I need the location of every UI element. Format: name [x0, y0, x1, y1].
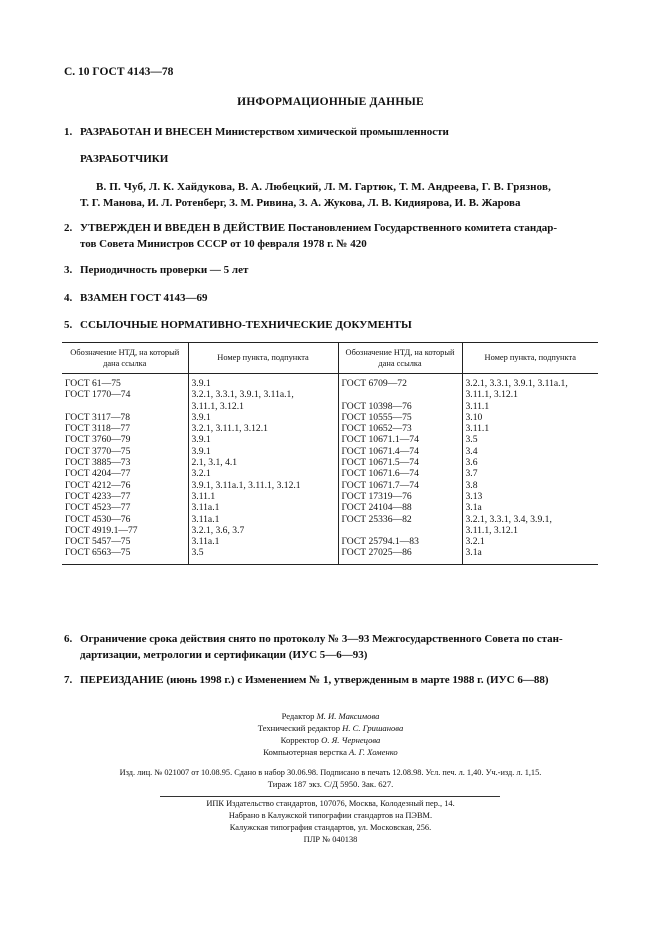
section-1-text: РАЗРАБОТАН И ВНЕСЕН Министерством химической промышленности [80, 126, 449, 138]
table-cell-line: ГОСТ 3885—73 [65, 457, 131, 469]
table-cell-line: ГОСТ 61—75 [65, 378, 121, 389]
table-cell-line: 3.2.1, 3.11.1, 3.12.1 [191, 423, 268, 435]
section-5 [64, 319, 412, 331]
table-cell-line: ГОСТ 24104—88 [341, 502, 412, 514]
table-cell-line: 3.2.1, 3.3.1, 3.4, 3.9.1, [465, 513, 552, 525]
table-cell-line: 3.11а.1 [191, 502, 220, 514]
table-cell-line: ГОСТ 4530—76 [65, 513, 131, 525]
page-title: ИНФОРМАЦИОННЫЕ ДАННЫЕ [237, 96, 424, 108]
section-7 [64, 674, 549, 686]
table-cell-line: 3.5 [191, 547, 204, 559]
tech-editor-role: Технический редактор [257, 723, 341, 733]
table-cell-line: ГОСТ 4204—77 [65, 468, 131, 480]
section-7-number: 7. [64, 674, 73, 686]
table-cell-line: ГОСТ 4233—77 [65, 490, 131, 502]
section-1 [64, 126, 449, 138]
table-cell-line: 3.2.1, 3.3.1, 3.9.1, 3.11а.1, [465, 378, 568, 389]
section-7-text: ПЕРЕИЗДАНИЕ (июнь 1998 г.) с Изменением № 1, утвержденным в марте 1988 г. (ИУС 6—88) [80, 674, 549, 686]
print-info-line-2: Тираж 187 экз. С/Д 5950. Зак. 627. [267, 779, 394, 789]
table-cell-line: ГОСТ 5457—75 [65, 536, 131, 548]
table-cell-line: 3.9.1 [191, 445, 211, 457]
section-6 [64, 633, 563, 645]
imprint-line-1: ИПК Издательство стандартов, 107076, Москва, Колодезный пер., 14. [206, 799, 455, 808]
imprint-line-4: ПЛР № 040138 [303, 835, 358, 844]
section-1-number: 1. [64, 126, 73, 138]
section-4-number: 4. [64, 292, 73, 304]
credit-editor [0, 711, 661, 723]
table-cell-line: 3.9.1 [191, 411, 211, 423]
table-cell-line [65, 401, 185, 412]
section-5-text: ССЫЛОЧНЫЕ НОРМАТИВНО-ТЕХНИЧЕСКИЕ ДОКУМЕНТЫ [80, 319, 412, 331]
table-cell-line: 3.9.1, 3.11а.1, 3.11.1, 3.12.1 [191, 479, 301, 491]
table-cell-line: 3.10 [465, 411, 483, 423]
table-cell-line: ГОСТ 10671.1—74 [341, 434, 419, 446]
print-info-line-1: Изд. лиц. № 021007 от 10.08.95. Сдано в набор 30.06.98. Подписано в печать 12.08.98. Усл. печ. л. 1,40. Уч.-изд. л. 1,15. [119, 768, 542, 777]
table-cell-line: ГОСТ 4212—76 [65, 479, 131, 491]
corrector-role: Корректор [280, 735, 319, 745]
table-cell-line: ГОСТ 10671.5—74 [341, 457, 419, 469]
developers-line-1: В. П. Чуб, Л. К. Хайдукова, В. А. Любецкий, Л. М. Гартюк, Т. М. Андреева, Г. В. Грязнов, [96, 181, 552, 193]
table-cell-line: 3.2.1, 3.6, 3.7 [191, 524, 245, 536]
table-cell-line: 2.1, 3.1, 4.1 [191, 457, 238, 469]
table-cell-line: ГОСТ 10398—76 [341, 400, 412, 412]
editor-name: М. И. Максимова [316, 711, 380, 721]
table-cell-line: 3.13 [465, 490, 483, 502]
table-cell-line: 3.5 [465, 434, 478, 446]
section-6-line-1: Ограничение срока действия снято по протоколу № 3—93 Межгосударственного Совета по стан- [80, 633, 563, 645]
table-cell-line: 3.2.1 [191, 468, 211, 480]
table-cell-line: 3.1а [465, 547, 482, 559]
table-cell-line: 3.11а.1 [191, 536, 220, 548]
section-6-line-2: дартизации, метрологии и сертификации (ИУС 5—6—93) [80, 649, 368, 661]
table-cell-line: ГОСТ 10671.7—74 [341, 479, 419, 491]
table-cell-line: ГОСТ 3770—75 [65, 445, 131, 457]
column-ntd-1 [62, 374, 188, 565]
developers-line-2: Т. Г. Манова, И. Л. Ротенберг, З. М. Ривина, З. А. Жукова, Л. В. Кидиярова, И. В. Жарова [80, 197, 521, 209]
credit-tech-editor [0, 723, 661, 735]
table-cell-line: ГОСТ 10555—75 [341, 411, 412, 423]
table-cell-line: ГОСТ 25794.1—83 [341, 536, 419, 548]
table-cell-line: 3.11а.1 [191, 513, 220, 525]
page-header: С. 10 ГОСТ 4143—78 [64, 66, 174, 78]
column-clauses-1 [188, 374, 338, 565]
header-clause-number-1: Номер пункта, подпункта [188, 343, 338, 374]
table-cell-line: 3.7 [465, 468, 478, 480]
table-cell-line: ГОСТ 27025—86 [341, 547, 412, 559]
credit-corrector [0, 735, 661, 747]
table-cell-line: ГОСТ 3760—79 [65, 434, 131, 446]
section-6-number: 6. [64, 633, 73, 645]
table-cell-line: 3.11.1, 3.12.1 [191, 400, 244, 412]
header-ntd-designation-1: Обозначение НТД, на который дана ссылка [62, 343, 188, 374]
table-cell-line: 3.1а [465, 502, 482, 514]
table-cell-line: ГОСТ 10652—73 [341, 423, 412, 435]
table-cell-line: ГОСТ 25336—82 [341, 513, 412, 525]
references-table [62, 342, 598, 565]
table-body-row [62, 374, 598, 565]
column-ntd-2 [338, 374, 462, 565]
table-cell-line: 3.11.1 [465, 400, 490, 412]
imprint-divider [160, 796, 500, 797]
table-cell-line [342, 389, 459, 400]
table-cell-line: ГОСТ 10671.6—74 [341, 468, 419, 480]
section-2-line-2: тов Совета Министров СССР от 10 февраля 1978 г. № 420 [80, 238, 367, 250]
column-clauses-2 [462, 374, 598, 565]
table-cell-line: ГОСТ 1770—74 [65, 389, 131, 401]
table-cell-line: 3.11.1, 3.12.1 [465, 389, 518, 401]
editor-role: Редактор [281, 711, 315, 721]
table-cell-line: ГОСТ 10671.4—74 [341, 445, 419, 457]
section-3 [64, 264, 248, 276]
table-cell-line: ГОСТ 17319—76 [341, 490, 412, 502]
section-4-text: ВЗАМЕН ГОСТ 4143—69 [80, 292, 208, 304]
table-cell-line: 3.4 [465, 445, 478, 457]
table-cell-line: 3.11.1, 3.12.1 [465, 524, 518, 536]
table-cell-line: 3.11.1 [191, 490, 216, 502]
table-cell-line: 3.9.1 [191, 378, 211, 389]
section-2-line-1: УТВЕРЖДЕН И ВВЕДЕН В ДЕЙСТВИЕ Постановлением Государственного комитета стандар- [80, 222, 558, 234]
tech-editor-name: Н. С. Гришанова [342, 723, 404, 733]
imprint-line-2: Набрано в Калужской типографии стандартов на ПЭВМ. [228, 811, 433, 820]
header-clause-number-2: Номер пункта, подпункта [462, 343, 598, 374]
developers-label: РАЗРАБОТЧИКИ [80, 153, 169, 165]
section-2-number: 2. [64, 222, 73, 234]
section-3-number: 3. [64, 264, 73, 276]
layout-role: Компьютерная верстка [263, 747, 347, 757]
table-cell-line: 3.2.1 [465, 536, 485, 548]
layout-name: А. Г. Хоменко [349, 747, 398, 757]
table-cell-line: 3.9.1 [191, 434, 211, 446]
section-3-text: Периодичность проверки — 5 лет [80, 264, 249, 276]
table-cell-line: 3.8 [465, 479, 478, 491]
table-cell-line: ГОСТ 3118—77 [65, 423, 131, 435]
section-5-number: 5. [64, 319, 73, 331]
table-cell-line: ГОСТ 4919.1—77 [65, 524, 138, 536]
corrector-name: О. Я. Чернецова [321, 735, 381, 745]
header-ntd-designation-2: Обозначение НТД, на который дана ссылка [338, 343, 462, 374]
table-cell-line: ГОСТ 4523—77 [65, 502, 131, 514]
table-cell-line: ГОСТ 6709—72 [341, 378, 407, 389]
table-cell-line: 3.6 [465, 457, 478, 469]
table-cell-line: ГОСТ 6563—75 [65, 547, 131, 559]
credit-layout [0, 747, 661, 759]
section-2 [64, 222, 557, 234]
table-header-row [62, 343, 598, 374]
table-cell-line: 3.11.1 [465, 423, 490, 435]
section-4 [64, 292, 208, 304]
table-cell-line: ГОСТ 3117—78 [65, 411, 131, 423]
imprint-line-3: Калужская типография стандартов, ул. Московская, 256. [229, 823, 432, 832]
table-cell-line [342, 525, 459, 536]
table-cell-line: 3.2.1, 3.3.1, 3.9.1, 3.11а.1, [191, 389, 294, 401]
